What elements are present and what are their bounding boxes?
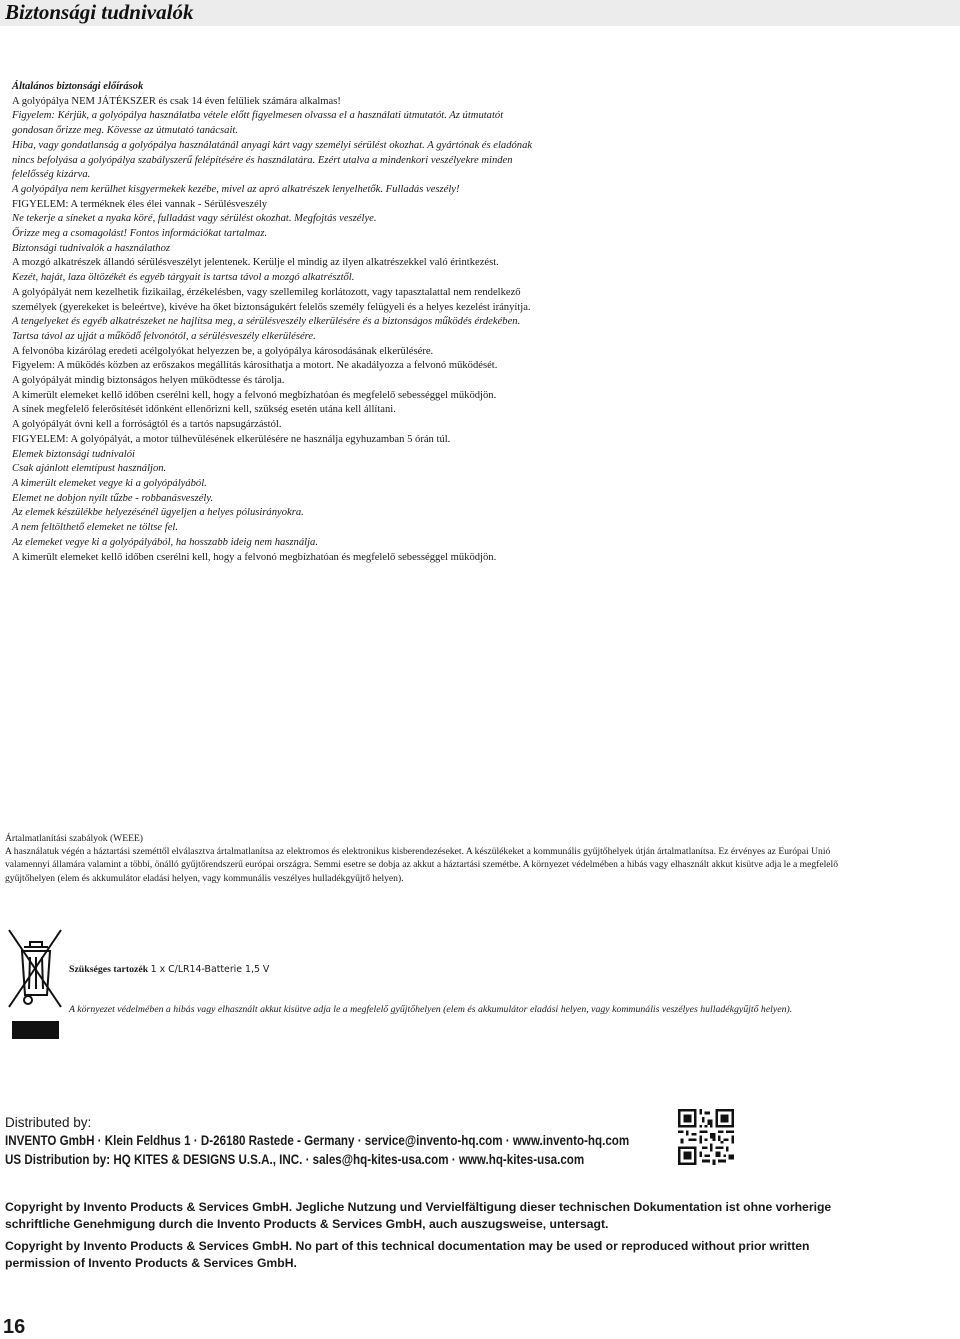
safety-section <box>12 80 540 565</box>
safety-line: A mozgó alkatrészek állandó sérülésveszélyt jelentenek. Kerülje el mindig az ilyen alkatrészekkel való érintkezést. <box>12 257 499 269</box>
safety-line: Hiba, vagy gondatlanság a golyópálya használatánál anyagi kárt vagy személyi sérülést okozhat. A gyártónak és eladónak nincs befolyása a golyópálya szabályszerű felépítésére és használatára. Ezért utalva a mindenkori veszélyekre minden felelősség kizárva. <box>12 139 533 181</box>
safety-line: A golyópálya nem kerülhet kisgyermekek kezébe, mivel az apró alkatrészek lenyelhetők. Fulladás veszély! <box>12 183 460 195</box>
weee-heading: Ártalmatlanítási szabályok (WEEE) <box>5 833 143 844</box>
safety-line: Őrizze meg a csomagolást! Fontos információkat tartalmaz. <box>12 228 268 240</box>
required-accessory <box>69 963 769 976</box>
environment-note: A környezet védelmében a hibás vagy elhasznált akkut kisütve adja le a megfelelő gyűjtőhelyen (elem és akkumulátor eladási helyen, vagy kommunális veszélyes hulladékgyűjtő helyen). <box>69 1004 793 1015</box>
copyright-english: Copyright by Invento Products & Services GmbH. No part of this technical documentation may be used or reproduced without prior written permission of Invento Products & Services GmbH. <box>5 1239 810 1270</box>
safety-line: A tengelyeket és egyéb alkatrészeket ne hajlítsa meg, a sérülésveszély elkerülésére és a biztonságos működés érdekében. <box>12 316 521 328</box>
distributor-address: INVENTO GmbH · Klein Feldhus 1 · D-26180 Rastede - Germany · service@invento-hq.com · www.invento-hq.com <box>5 1133 630 1148</box>
safety-line: A golyópályát óvni kell a forróságtól és a tartós napsugárzástól. <box>12 419 282 431</box>
safety-heading: Általános biztonsági előírások <box>12 81 144 92</box>
safety-subheading: Biztonsági tudnivalók a használathoz <box>12 242 171 254</box>
safety-line: A nem feltölthető elemeket ne töltse fel. <box>12 522 179 534</box>
safety-line: Figyelem: Kérjük, a golyópálya használatba vétele előtt figyelmesen olvassa el a használati útmutatót. Az útmutatót gondosan őrizze meg. Kövesse az útmutató tanácsait. <box>12 110 504 137</box>
distributed-by-label: Distributed by: <box>5 1115 92 1130</box>
safety-line: Az elemek készülékbe helyezésénél ügyeljen a helyes pólusirányokra. <box>12 507 304 519</box>
page-title: Biztonsági tudnivalók <box>5 0 194 24</box>
safety-line: A kimerült elemeket kellő időben cserélni kell, hogy a felvonó megbízhatóan és megfelelő sebességgel működjön. <box>12 551 497 563</box>
us-distributor-address: US Distribution by: HQ KITES & DESIGNS U.S.A., INC. · sales@hq-kites-usa.com · www.hq-kites-usa.com <box>5 1152 585 1167</box>
safety-line: A kimerült elemeket kellő időben cserélni kell, hogy a felvonó megbízhatóan és megfelelő sebességgel működjön. <box>12 389 497 401</box>
safety-line: A golyópályát mindig biztonságos helyen működtesse és tárolja. <box>12 375 285 387</box>
safety-line: A golyópálya NEM JÁTÉKSZER és csak 14 éven felüliek számára alkalmas! <box>12 95 341 107</box>
safety-line: Ne tekerje a síneket a nyaka köré, fulladást vagy sérülést okozhat. Megfojtás veszélye. <box>12 213 377 225</box>
safety-line: A felvonóba kizárólag eredeti acélgolyókat helyezzen be, a golyópálya károsodásának elkerülésére. <box>12 345 434 357</box>
safety-line: FIGYELEM: A golyópályát, a motor túlhevülésének elkerülésére ne használja egyhuzamban 5 órán túl. <box>12 433 451 445</box>
copyright-block <box>5 1199 875 1277</box>
safety-line: Figyelem: A működés közben az erőszakos megállítás károsíthatja a motort. Ne akadályozza a felvonó működését. <box>12 360 498 372</box>
copyright-german: Copyright by Invento Products & Services GmbH. Jegliche Nutzung und Vervielfältigung dieser technischen Dokumentation ist ohne vorherige schriftliche Genehmigung durch die Invento Products & Services GmbH, auch auszugsweise, untersagt. <box>5 1200 832 1231</box>
safety-line: Elemet ne dobjon nyílt tűzbe - robbanásveszély. <box>12 492 214 504</box>
safety-line: A sínek megfelelő felerősítését időnként ellenőrizni kell, szükség esetén utána kell állítani. <box>12 404 396 416</box>
safety-line: FIGYELEM: A terméknek éles élei vannak - Sérülésveszély <box>12 198 268 210</box>
crossed-out-wheelie-bin-icon <box>8 929 62 1041</box>
safety-line: Tartsa távol az ujját a működő felvonótól, a sérülésveszély elkerülésére. <box>12 330 316 342</box>
weee-body: A használatuk végén a háztartási szeméttől elválasztva ártalmatlanítsa az elektromos és elektronikus kisberendezéseket. A készülékeket a kommunális gyűjtőhelyek útján ártalmatlanítsa. Ez érvényes az Európai Unió valamennyi államára valamint a többi, önálló gyűjtőrendszerű európai országra. Semmi esetre se dobja az akkut a háztartási szemétbe. A környezet védelmében a hibás vagy elhasznált akkut kisütve adja le a megfelelő gyűjtőhelyen (elem és akkumulátor eladási helyen, vagy kommunális veszélyes hulladékgyűjtő helyen). <box>5 846 839 884</box>
weee-section <box>5 832 875 885</box>
page-number: 16 <box>3 1316 26 1338</box>
safety-line: Kezét, haját, laza öltözékét és egyéb tárgyait is tartsa távol a mozgó alkatrésztől. <box>12 272 355 284</box>
accessory-label: Szükséges tartozék <box>69 964 149 975</box>
qr-code-icon <box>678 1109 734 1165</box>
safety-line: A golyópályát nem kezelhetik fizikailag, érzékelésben, vagy szellemileg korlátozott, vagy tapasztalattal nem rendelkező személyek (gyerekeket is beleértve), kivéve ha őket biztonságukért felelős személy felügyeli és a helyes kezelést irányítja. <box>12 286 531 313</box>
safety-subheading: Elemek biztonsági tudnivalói <box>12 448 135 460</box>
safety-line: Az elemeket vegye ki a golyópályából, ha hosszabb ideig nem használja. <box>12 536 318 548</box>
distribution-block <box>5 1114 725 1169</box>
safety-line: Csak ajánlott elemtípust használjon. <box>12 463 167 475</box>
accessory-value: 1 x C/LR14-Batterie 1,5 V <box>150 964 270 975</box>
safety-line: A kimerült elemeket vegye ki a golyópályából. <box>12 477 207 489</box>
